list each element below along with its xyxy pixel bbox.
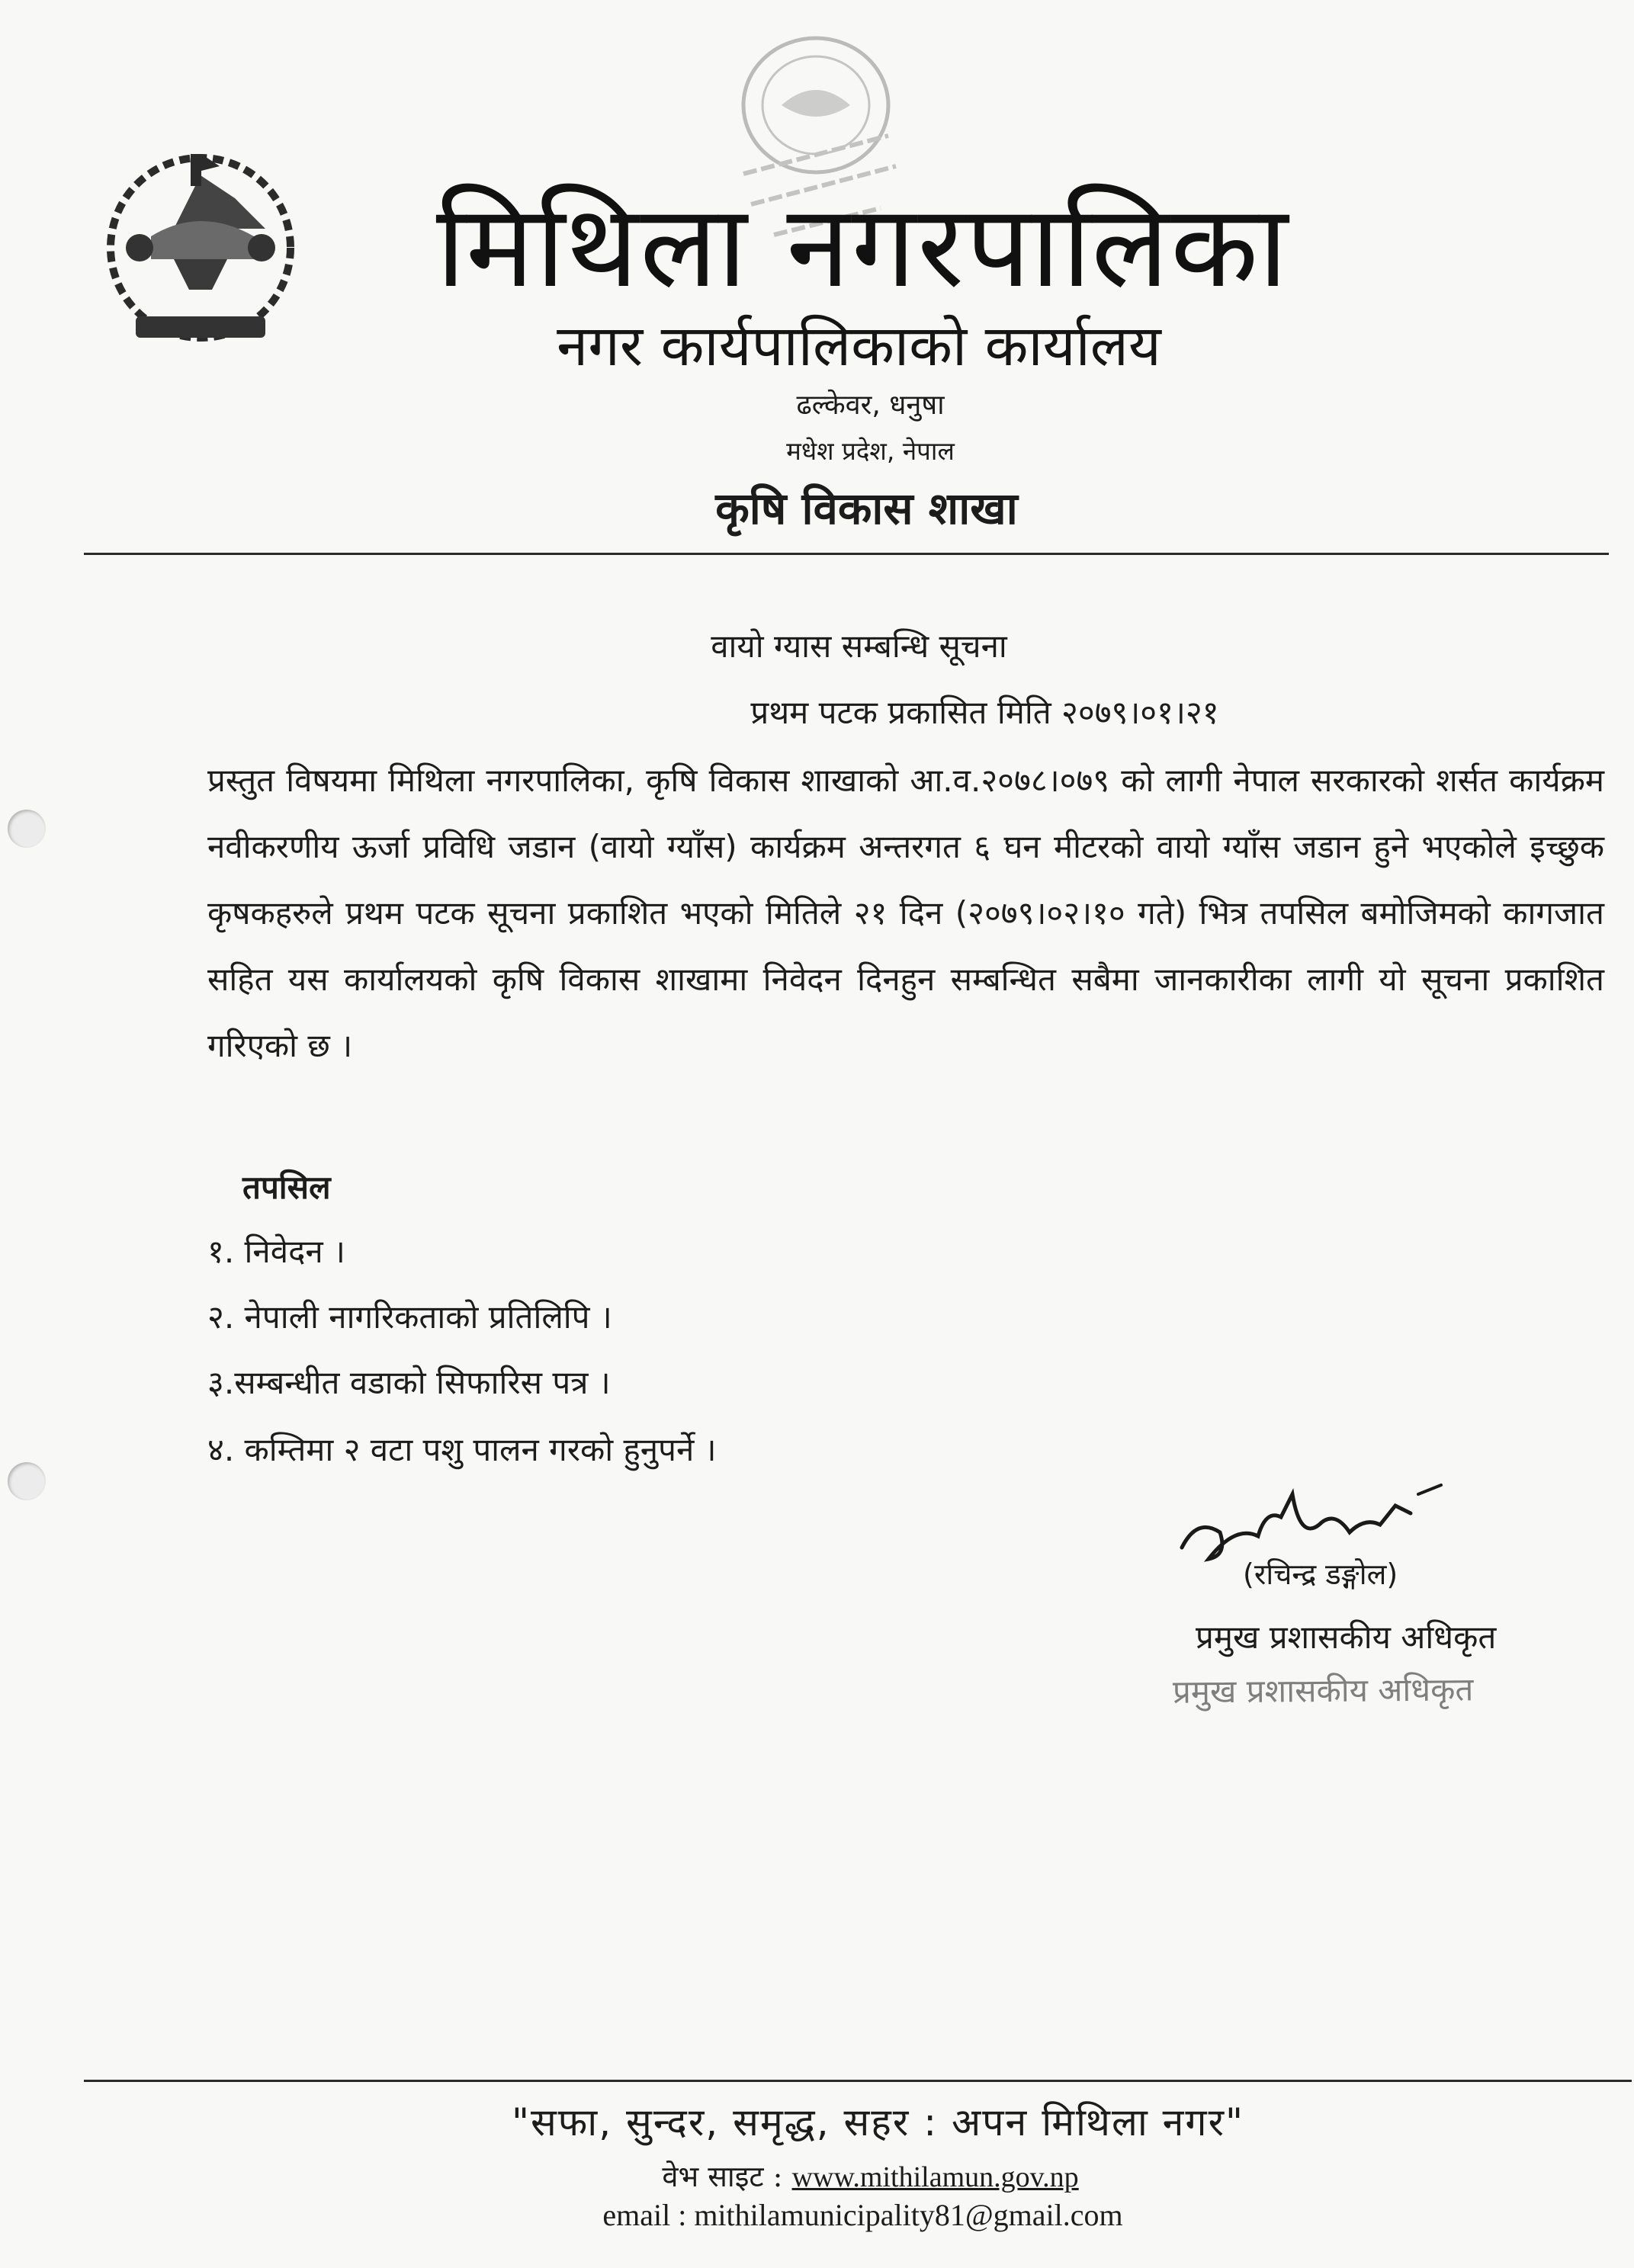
signatory-name: (रचिन्द्र डङ्गोल) — [1243, 1557, 1398, 1591]
punch-hole — [8, 810, 46, 848]
footer-website — [0, 2156, 1634, 2196]
list-item: ३.सम्बन्धीत वडाको सिफारिस पत्र । — [207, 1364, 611, 1401]
office-subtitle: नगर कार्यपालिकाको कार्यालय — [557, 313, 1161, 379]
header-divider — [84, 553, 1609, 555]
list-item: २. नेपाली नागरिकताको प्रतिलिपि । — [207, 1298, 612, 1336]
list-title: तपसिल — [242, 1169, 331, 1206]
website-label: वेभ साइट : — [662, 2160, 783, 2193]
branch-name: कृषि विकास शाखा — [715, 483, 1018, 534]
website-link[interactable]: www.mithilamun.gov.np — [791, 2161, 1079, 2193]
punch-hole — [8, 1462, 46, 1500]
footer-email[interactable]: email : mithilamunicipality81@gmail.com — [602, 2198, 1123, 2232]
address-line-1: ढल्केवर, धनुषा — [796, 390, 945, 421]
signatory-stamp: प्रमुख प्रशासकीय अधिकृत — [1172, 1670, 1474, 1711]
footer-motto: "सफा, सुन्दर, समृद्ध, सहर : अपन मिथिला नगर" — [511, 2100, 1245, 2144]
address-line-2: मधेश प्रदेश, नेपाल — [786, 436, 955, 466]
notice-body: प्रस्तुत विषयमा मिथिला नगरपालिका, कृषि विकास शाखाको आ.व.२०७८।०७९ को लागी नेपाल सरकारको शर्सत कार्यक्रम नवीकरणीय ऊर्जा प्रविधि जडान (वायो ग्याँस) कार्यक्रम अन्तरगत ६ घन मीटरको वायो ग्याँस जडान हुने भएकोले इच्छुक कृषकहरुले प्रथम पटक सूचना प्रकाशित भएको मितिले २१ दिन (२०७९।०२।१० गते) भित्र तपसिल बमोजिमको कागजात सहित यस कार्यालयको कृषि विकास शाखामा निवेदन दिनहुन सम्बन्धित सबैमा जानकारीका लागी यो सूचना प्रकाशित गरिएको छ । — [207, 762, 1604, 1064]
signatory-title: प्रमुख प्रशासकीय अधिकृत — [1196, 1618, 1497, 1656]
municipality-title: मिथिला नगरपालिका — [435, 181, 1290, 313]
publish-date-line: प्रथम पटक प्रकासित मिति २०७९।०१।२१ — [750, 694, 1219, 731]
list-item: १. निवेदन । — [207, 1233, 345, 1270]
notice-heading: वायो ग्यास सम्बन्धि सूचना — [711, 627, 1007, 665]
list-item: ४. कम्तिमा २ वटा पशु पालन गरको हुनुपर्ने । — [207, 1431, 717, 1468]
footer-divider — [84, 2080, 1632, 2082]
